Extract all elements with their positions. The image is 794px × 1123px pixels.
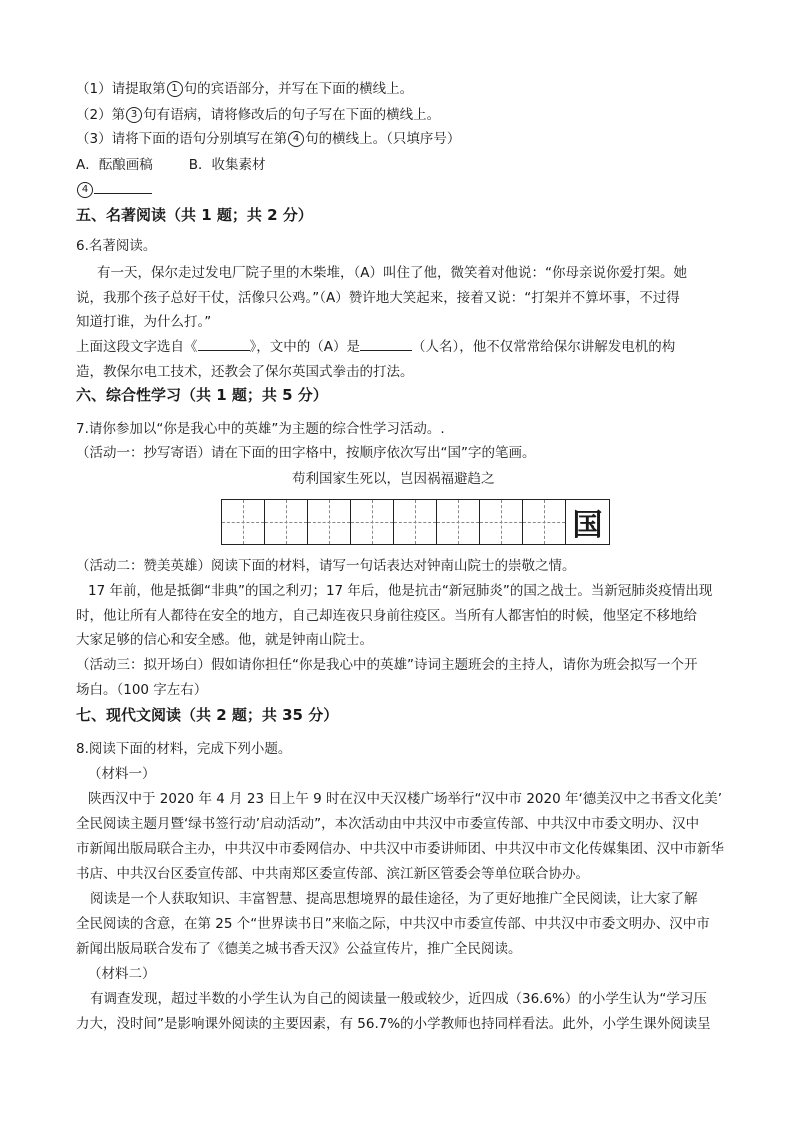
- q6-passage-line-2: 说，我那个孩子总好干仗，活像只公鸡。”（A）赞许地大笑起来，接着又说：“打架并不算坏事，不过得: [76, 290, 680, 306]
- answer-blank[interactable]: [94, 179, 152, 194]
- option-b: B．收集素材: [188, 157, 266, 173]
- circled-number: 4: [77, 182, 93, 198]
- q5-sub-3: [76, 128, 460, 150]
- q5-sub-2-text-b: 句有语病，请将修改后的句子写在下面的横线上。: [143, 107, 441, 123]
- q6-passage-line-3: 知道打谁，为什么打。”: [76, 314, 212, 330]
- grid-cell[interactable]: [394, 500, 437, 544]
- grid-cell-final: [566, 500, 609, 544]
- q6-q-text-c: （人名），他不仅常常给保尔讲解发电机的构: [412, 339, 676, 355]
- option-a: A．酝酿画稿: [76, 157, 153, 173]
- activity-1-instruction: （活动一：抄写寄语）请在下面的田字格中，按顺序依次写出“国”字的笔画。: [76, 445, 536, 461]
- q5-sub-2: [76, 104, 440, 126]
- material-1-label: （材料一）: [88, 766, 156, 782]
- activity-3-instruction: （活动三：拟开场白）假如请你担任“你是我心中的英雄”诗词主题班会的主持人，请你为班会拟写一个开: [76, 657, 698, 673]
- circled-number: 3: [126, 107, 142, 123]
- q6-title: 6.名著阅读。: [76, 238, 157, 254]
- tianzige-grid: [221, 499, 610, 545]
- q6-question-line-1: [76, 336, 675, 358]
- activity-2-material-line-1: 17 年前，他是抵御“非典”的国之利刃；17 年后，他是抗击“新冠肺炎”的国之战士。当新冠肺炎疫情出现: [88, 583, 713, 599]
- q5-sub-2-text-a: （2）第: [76, 107, 126, 123]
- poem-quote: 苟利国家生死以，岂因祸福避趋之: [292, 471, 495, 487]
- material-1-line-5: 阅读是一个人获取知识、丰富智慧、提高思想境界的最佳途径，为了更好地推广全民阅读，让大家了解: [90, 891, 698, 907]
- q8-title: 8.阅读下面的材料，完成下列小题。: [76, 741, 292, 757]
- q5-options: [76, 154, 266, 176]
- grid-cell[interactable]: [265, 500, 308, 544]
- material-1-line-6: 全民阅读的含意，在第 25 个“世界读书日”来临之际，中共汉中市委宣传部、中共汉中市委文明办、汉中市: [76, 916, 710, 932]
- circled-number: 4: [288, 131, 304, 147]
- q6-question-line-2: 造，教保尔电工技术，还教会了保尔英国式拳击的打法。: [76, 364, 414, 380]
- material-2-label: （材料二）: [88, 966, 156, 982]
- q5-sub-3-text-b: 句的横线上。（只填序号）: [305, 131, 461, 147]
- guo-character: 国: [566, 500, 609, 544]
- section-6-heading: 六、综合性学习（共 1 题；共 5 分）: [76, 386, 328, 404]
- grid-cell[interactable]: [523, 500, 566, 544]
- q6-q-text-a: 上面这段文字选自《: [76, 339, 198, 355]
- activity-2-instruction: （活动二：赞美英雄）阅读下面的材料，请写一句话表达对钟南山院士的崇敬之情。: [76, 558, 576, 574]
- grid-cell[interactable]: [480, 500, 523, 544]
- material-1-line-2: 全民阅读主题月暨‘绿书签行动’启动活动”，本次活动由中共汉中市委宣传部、中共汉中市委文明办、汉中: [76, 816, 700, 832]
- grid-cell[interactable]: [351, 500, 394, 544]
- material-2-line-2: 力大，没时间”是影响课外阅读的主要因素，有 56.7%的小学教师也持同样看法。此外，小学生课外阅读呈: [76, 1016, 711, 1032]
- section-5-heading: 五、名著阅读（共 1 题；共 2 分）: [76, 206, 313, 224]
- material-1-line-4: 书店、中共汉台区委宣传部、中共南郑区委宣传部、滨江新区管委会等单位联合协办。: [76, 866, 589, 882]
- grid-cell[interactable]: [437, 500, 480, 544]
- q5-sub-1-text-b: 句的宾语部分，并写在下面的横线上。: [183, 81, 414, 97]
- activity-2-material-line-3: 大家足够的信心和安全感。他，就是钟南山院士。: [76, 632, 373, 648]
- q5-sub-1-text-a: （1）请提取第: [76, 81, 166, 97]
- q5-answer-line: [76, 179, 152, 201]
- q5-sub-3-text-a: （3）请将下面的语句分别填写在第: [76, 131, 288, 147]
- grid-cell[interactable]: [308, 500, 351, 544]
- q6-q-text-b: 》，文中的（A）是: [249, 339, 360, 355]
- book-title-blank[interactable]: [198, 336, 250, 351]
- material-1-line-7: 新闻出版局联合发布了《德美之城书香天汉》公益宣传片，推广全民阅读。: [76, 941, 522, 957]
- circled-number: 1: [167, 81, 183, 97]
- q6-passage-line-1: 有一天，保尔走过发电厂院子里的木柴堆，（A）叫住了他，微笑着对他说：“你母亲说你爱打架。她: [97, 265, 687, 281]
- material-1-line-1: 陕西汉中于 2020 年 4 月 23 日上午 9 时在汉中天汉楼广场举行“汉中市 2020 年‘德美汉中之书香文化美’: [88, 791, 723, 807]
- q5-sub-1: [76, 78, 413, 100]
- person-name-blank[interactable]: [360, 336, 412, 351]
- material-1-line-3: 市新闻出版局联合主办，中共汉中市委网信办、中共汉中市委讲师团、中共汉中市文化传媒集团、汉中市新华: [76, 841, 724, 857]
- activity-2-material-line-2: 时，他让所有人都待在安全的地方，自己却连夜只身前往疫区。当所有人都害怕的时候，他坚定不移地给: [76, 608, 697, 624]
- activity-3-instruction-cont: 场白。（100 字左右）: [76, 682, 208, 698]
- grid-cell[interactable]: [222, 500, 265, 544]
- section-7-heading: 七、现代文阅读（共 2 题；共 35 分）: [76, 706, 339, 724]
- q7-title: 7.请你参加以“你是我心中的英雄”为主题的综合性学习活动。.: [76, 421, 445, 437]
- material-2-line-1: 有调查发现，超过半数的小学生认为自己的阅读量一般或较少，近四成（36.6%）的小学生认为“学习压: [90, 991, 707, 1007]
